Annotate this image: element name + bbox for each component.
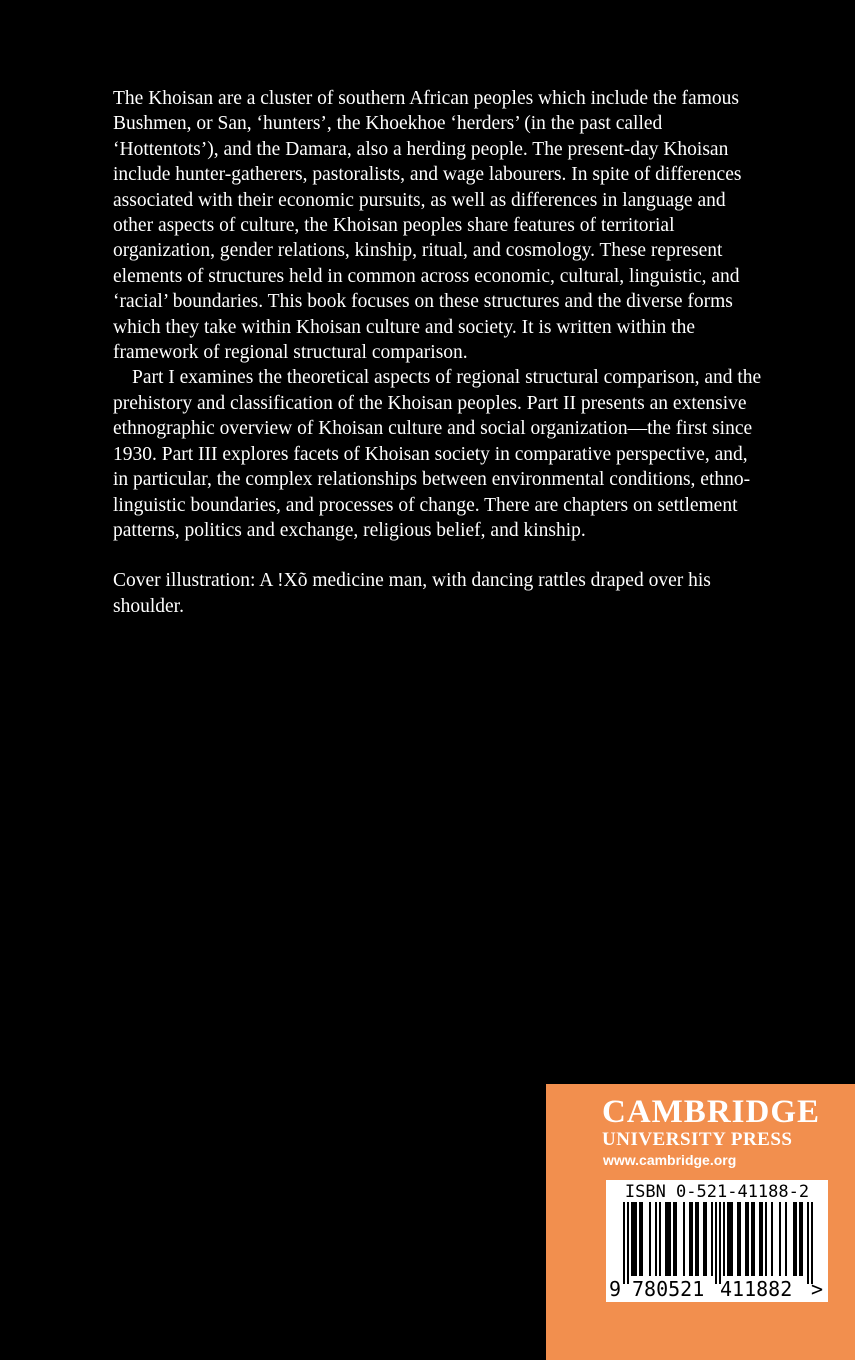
barcode-bar xyxy=(785,1202,787,1276)
barcode-bar xyxy=(747,1202,749,1276)
barcode-bar xyxy=(665,1202,667,1276)
publisher-subtitle: UNIVERSITY PRESS xyxy=(602,1129,793,1150)
publisher-url: www.cambridge.org xyxy=(603,1152,737,1168)
barcode-bar xyxy=(697,1202,699,1276)
barcode-bar xyxy=(691,1202,693,1276)
blurb-paragraph-2: Part I examines the theoretical aspects of regional structural comparison, and the prehistory and classification of the Khoisan peoples. Part II presents an extensive ethnographic overview of Khoisan culture and social organization—the first since 1930. Part III explores facets of Khoisan society in comparative perspective, and, in particular, the complex relationships between environmental conditions, ethno-linguistic boundaries, and processes of change. There are chapters on settlement patterns, politics and exchange, religious belief, and kinship. xyxy=(113,367,762,541)
barcode-bar xyxy=(655,1202,657,1276)
barcode-bar xyxy=(779,1202,781,1276)
barcode-bar xyxy=(675,1202,677,1276)
barcode-bar xyxy=(795,1202,797,1276)
barcode-bar xyxy=(641,1202,643,1276)
barcode-bar xyxy=(667,1202,669,1276)
publisher-panel xyxy=(546,1084,855,1360)
barcode-bar xyxy=(745,1202,747,1276)
ean-left-group: 780521 xyxy=(632,1277,705,1301)
barcode-bar xyxy=(703,1202,705,1276)
barcode-bar xyxy=(719,1202,721,1284)
ean-right-group: 411882 xyxy=(720,1277,793,1301)
isbn-label: ISBN 0-521-41188-2 xyxy=(624,1182,810,1202)
barcode-bar xyxy=(761,1202,763,1276)
barcode-bar xyxy=(639,1202,641,1276)
barcode-bar xyxy=(633,1202,635,1276)
barcode-bar xyxy=(715,1202,717,1284)
barcode-bar xyxy=(659,1202,661,1276)
barcode-bar xyxy=(689,1202,691,1276)
quiet-zone-mark: > xyxy=(811,1277,824,1301)
barcode-bar xyxy=(705,1202,707,1276)
barcode-bar xyxy=(759,1202,761,1276)
barcode-bar xyxy=(739,1202,741,1276)
barcode-bar xyxy=(799,1202,801,1276)
barcode-bar xyxy=(649,1202,651,1276)
barcode-bar xyxy=(729,1202,731,1276)
barcode-bar xyxy=(623,1202,625,1284)
barcode-bar xyxy=(727,1202,729,1276)
barcode-bar xyxy=(695,1202,697,1276)
barcode-box xyxy=(606,1180,828,1302)
barcode-bar xyxy=(737,1202,739,1276)
barcode-bar xyxy=(723,1202,725,1276)
barcode-bar xyxy=(751,1202,753,1276)
barcode-bar xyxy=(765,1202,767,1276)
cover-illustration-credit: Cover illustration: A !Xõ medicine man, with dancing rattles draped over his shoulder. xyxy=(113,570,711,617)
barcode-bar xyxy=(683,1202,685,1276)
barcode-bar xyxy=(635,1202,637,1276)
barcode-bar xyxy=(673,1202,675,1276)
barcode-bar xyxy=(627,1202,629,1284)
barcode-bar xyxy=(631,1202,633,1276)
barcode-bar xyxy=(793,1202,795,1276)
barcode-bar xyxy=(771,1202,773,1276)
barcode-bar xyxy=(811,1202,813,1284)
barcode-bar xyxy=(801,1202,803,1276)
barcode-bar xyxy=(669,1202,671,1276)
publisher-name: CAMBRIDGE xyxy=(602,1094,821,1130)
barcode-bar xyxy=(753,1202,755,1276)
back-cover-blurb xyxy=(113,86,763,619)
blurb-paragraph-1: The Khoisan are a cluster of southern African peoples which include the famous Bushmen, or San, ‘hunters’, the Khoekhoe ‘herders’ (in the past called ‘Hottentots’), and the Damara, also a herding people. The present-day Khoisan include hunter-gatherers, pastoralists, and wage labourers. In spite of differences associated with their economic pursuits, as well as differences in language and other aspects of culture, the Khoisan peoples share features of territorial organization, gender relations, kinship, ritual, and cosmology. These represent elements of structures held in common across economic, cultural, linguistic, and ‘racial’ boundaries. This book focuses on these structures and the diverse forms which they take within Khoisan culture and society. It is written within the framework of regional structural comparison. xyxy=(113,88,742,364)
barcode-bar xyxy=(731,1202,733,1276)
barcode-bar xyxy=(807,1202,809,1284)
ean-first-digit: 9 xyxy=(609,1277,622,1301)
barcode-bar xyxy=(711,1202,713,1276)
